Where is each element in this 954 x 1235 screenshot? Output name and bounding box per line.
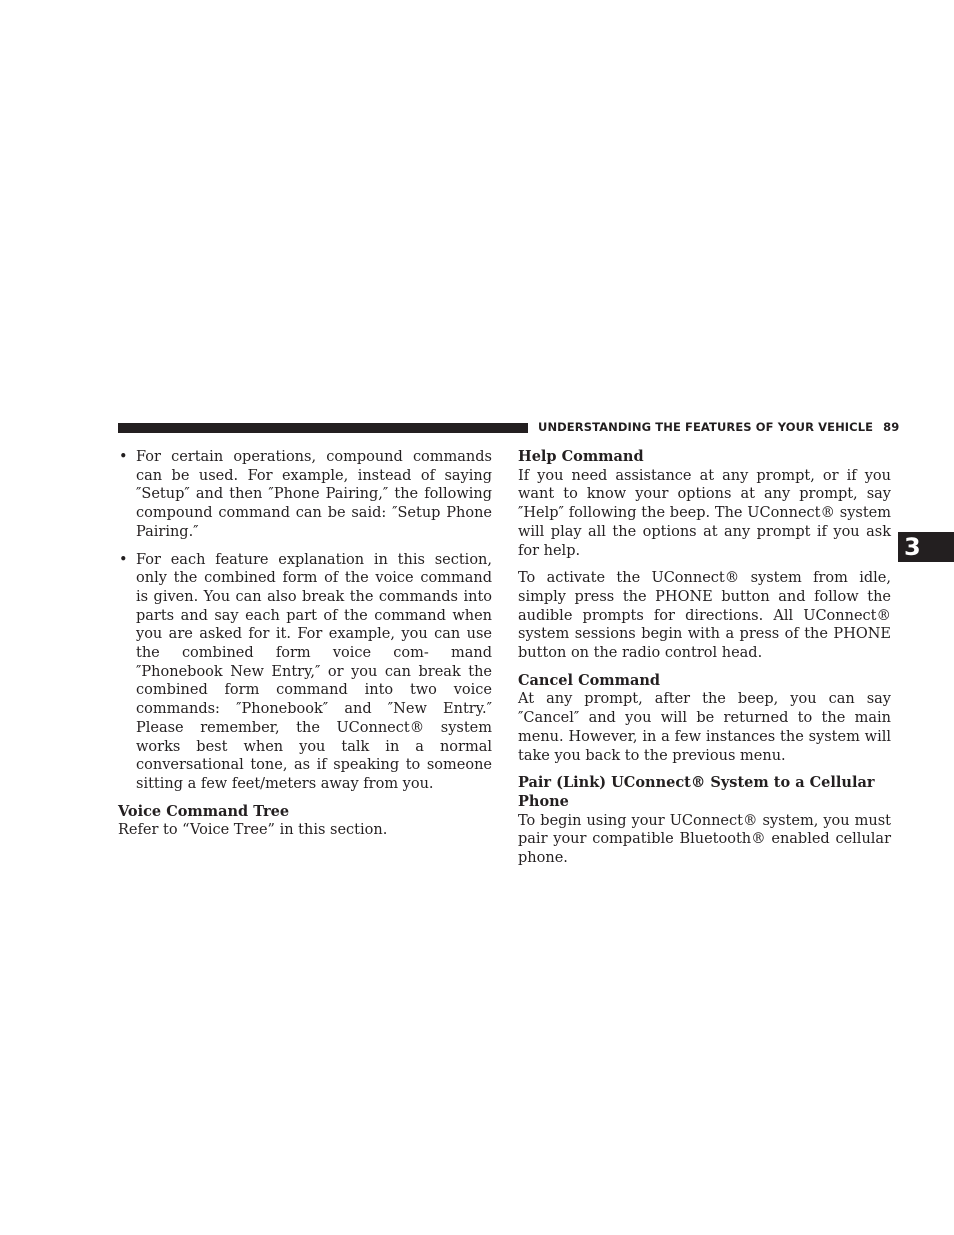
pair-paragraph: To begin using your UConnect® system, you must pair your compatible Bluetooth® enabled cellular phone. (518, 812, 891, 867)
help-heading: Help Command (518, 448, 644, 465)
bullet-icon: • (119, 551, 128, 568)
pair-heading: Pair (Link) UConnect® System to a Cellular Phone (518, 774, 875, 810)
left-column (118, 448, 492, 849)
bullet-item (118, 448, 492, 542)
section-title: UNDERSTANDING THE FEATURES OF YOUR VEHICLE (538, 420, 874, 434)
running-header (538, 420, 900, 434)
page-number: 89 (883, 420, 900, 434)
help-paragraph-1: If you need assistance at any prompt, or if you want to know your options at any prompt, say ″Help″ following the beep. The UConnect® system will play all the options at any prompt if you ask for help. (518, 467, 891, 559)
cancel-heading: Cancel Command (518, 671, 661, 689)
bullet-item (118, 551, 492, 794)
help-paragraph-2: To activate the UConnect® system from idle, simply press the PHONE button and follow the audible prompts for directions. All UConnect® system sessions begin with a press of the PHONE button on the radio control head. (518, 570, 891, 662)
bullet-text: For each feature explanation in this section, only the combined form of the voice command is given. You can also break the commands into parts and say each part of the command when you are asked for it. For example, you can use the combined form voice com- mand ″Phonebook New Entry,″ or you can break the combined form command into two voice commands: ″Phonebook″ and ″New Entry.″ Please remember, the UConnect® system works best when you talk in a normal conversational tone, as if speaking to someone sitting a few feet/meters away from you. (136, 551, 492, 792)
bullet-text: For certain operations, compound commands can be used. For example, instead of saying ″Setup″ and then ″Phone Pairing,″ the following compound command can be said: ″Setup Phone Pairing.″ (136, 449, 492, 540)
right-column (518, 448, 891, 877)
voice-tree-heading: Voice Command Tree (118, 802, 290, 820)
voice-tree-text: Refer to “Voice Tree” in this section. (118, 822, 388, 839)
chapter-tab: 3 (898, 532, 954, 562)
header-rule (118, 423, 528, 433)
cancel-paragraph: At any prompt, after the beep, you can say ″Cancel″ and you will be returned to the main menu. However, in a few instances the system will take you back to the previous menu. (518, 691, 891, 764)
bullet-icon: • (119, 449, 128, 465)
